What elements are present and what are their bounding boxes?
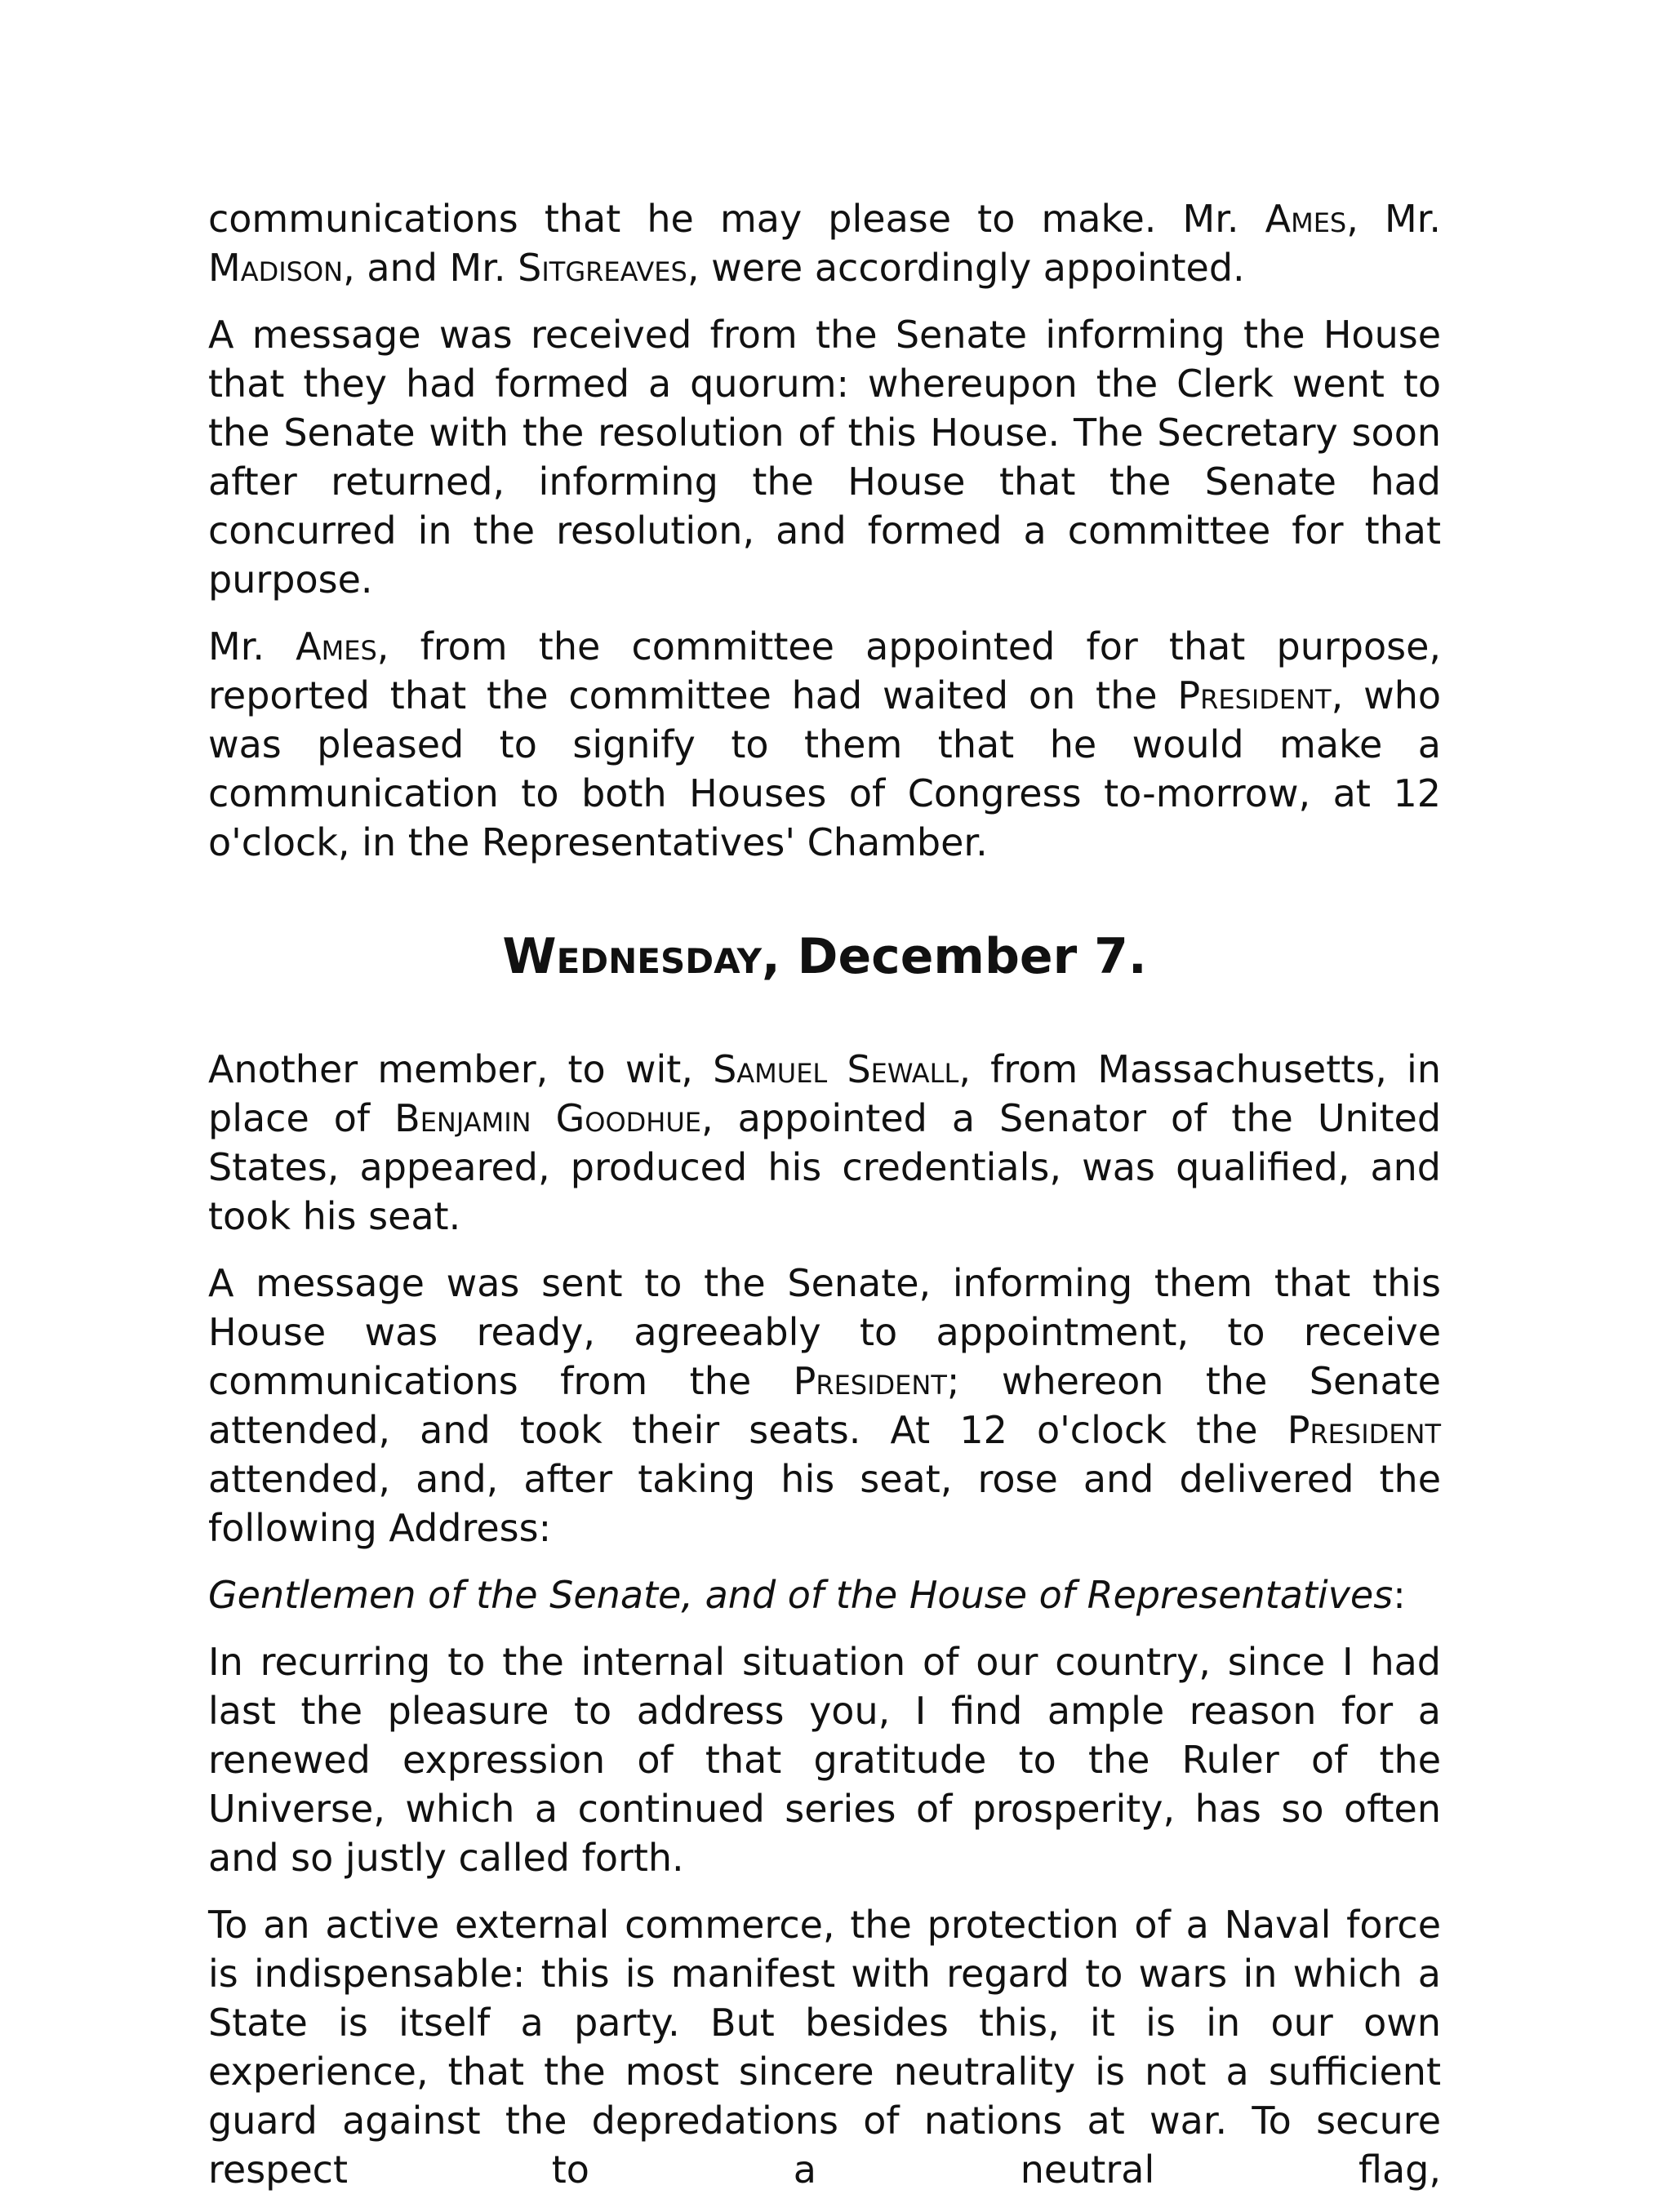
name-madison: Madison — [208, 246, 344, 290]
paragraph-committee-appointed — [208, 194, 1441, 292]
heading-date: , December 7. — [761, 928, 1147, 985]
paragraph-naval-force: To an active external commerce, the protection of a Naval force is indispensable: this is manifest with regard to wars in which a State is itself a party. But besides this, it is in our own experience, that the most sincere neutrality is not a sufficient guard against the depredations of nations at war. To secure respect to a neutral flag, — [208, 1903, 1441, 2192]
text-span: , from Massachusetts, in place of — [208, 1047, 1441, 1140]
document-page — [208, 194, 1441, 2212]
text-span: , from the committee appointed for that purpose, reported that the committee had waited on the — [208, 624, 1441, 717]
text-span: ; whereon the Senate attended, and took their seats. At 12 o'clock the — [208, 1359, 1441, 1452]
text-span: A message was sent to the Senate, informing them that this House was ready, agreeably to appointment, to receive communications from the — [208, 1261, 1441, 1403]
paragraph-internal-situation: In recurring to the internal situation of our country, since I had last the pleasure to address you, I find ample reason for a renewed expression of that gratitude to the Ruler of the Universe, which a continued series of prosperity, has so often and so justly called forth. — [208, 1640, 1441, 1880]
text-span: , who was pleased to signify to them that he would make a communication to both Houses of Congress to-morrow, at 12 o'clock, in the Representatives' Chamber. — [208, 673, 1441, 864]
section-heading — [208, 924, 1441, 989]
name-ames: Ames — [296, 624, 377, 668]
paragraph-new-member — [208, 1045, 1441, 1241]
name-president: President — [793, 1359, 947, 1403]
name-president: President — [1287, 1408, 1441, 1452]
paragraph-committee-report — [208, 622, 1441, 867]
name-samuel-sewall: Samuel Sewall — [713, 1047, 959, 1091]
heading-weekday: Wednesday — [502, 928, 762, 985]
text-span: Another member, to wit, — [208, 1047, 714, 1091]
address-salutation — [208, 1570, 1441, 1619]
paragraph-message-sent — [208, 1259, 1441, 1552]
salutation-italic: Gentlemen of the Senate, and of the House of Representatives — [208, 1573, 1394, 1617]
text-span: , Mr. — [1346, 197, 1441, 241]
name-sitgreaves: Sitgreaves — [518, 246, 687, 290]
text-span: Mr. — [208, 624, 296, 668]
text-span: attended, and, after taking his seat, rose and delivered the following Address: — [208, 1457, 1441, 1550]
text-span: , and Mr. — [343, 246, 518, 290]
text-span: , were accordingly appointed. — [687, 246, 1245, 290]
text-span: , appointed a Senator of the United States, appeared, produced his credentials, was qualified, and took his seat. — [208, 1096, 1442, 1238]
paragraph-senate-quorum: A message was received from the Senate informing the House that they had formed a quorum: whereupon the Clerk went to the Senate with the resolution of this House. The Secretary soon after returned, informing the House that the Senate had concurred in the resolution, and formed a committee for that purpose. — [208, 313, 1441, 602]
text-span: communications that he may please to make. Mr. — [208, 197, 1265, 241]
salutation-colon: : — [1393, 1573, 1406, 1617]
name-benjamin-goodhue: Benjamin Goodhue — [394, 1096, 701, 1140]
name-ames: Ames — [1265, 197, 1347, 241]
name-president: President — [1177, 673, 1332, 717]
